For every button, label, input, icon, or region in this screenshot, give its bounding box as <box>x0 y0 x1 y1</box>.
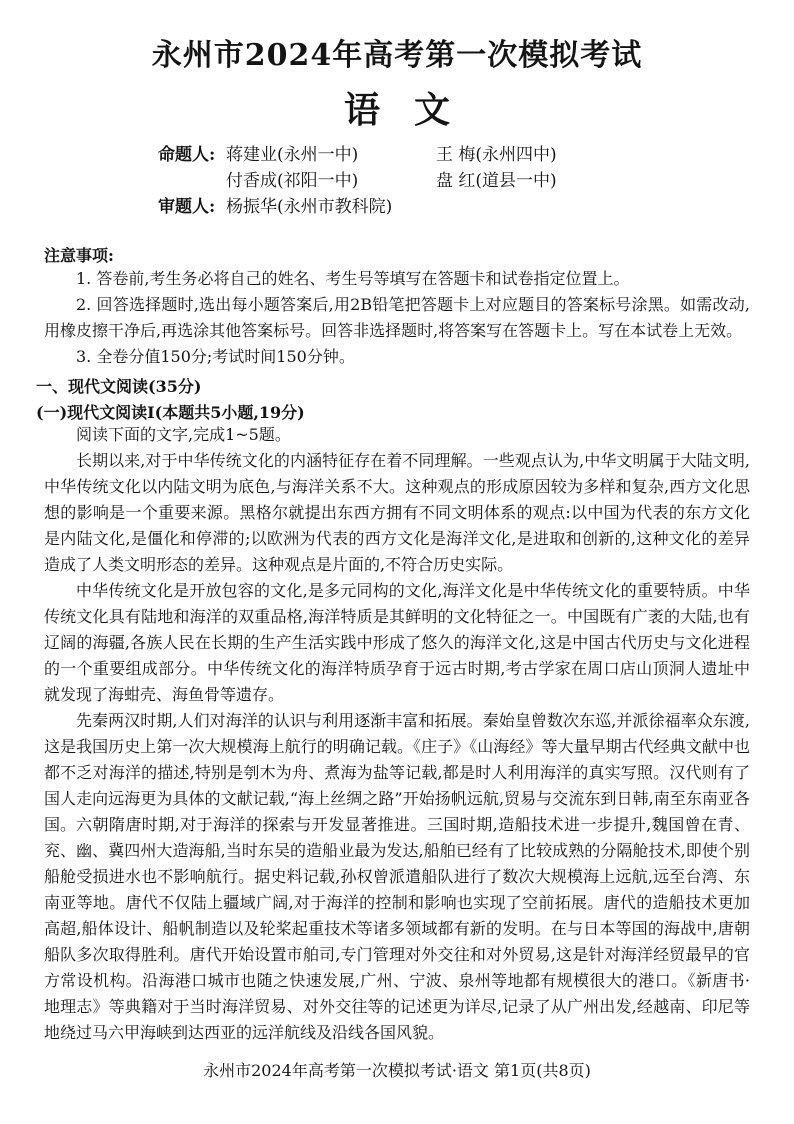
setter-label: 命题人: <box>158 145 216 165</box>
note-item: 1. 答卷前,考生务必将自己的姓名、考生号等填写在答题卡和试卷指定位置上。 <box>76 269 630 288</box>
subsection-heading: (一)现代文阅读Ⅰ(本题共5小题,19分) <box>36 403 305 422</box>
reviewer-label: 审题人: <box>158 197 216 217</box>
author-row <box>158 166 646 190</box>
note-item: 2. 回答选择题时,选出每小题答案后,用2B铅笔把答题卡上对应题目的答案标号涂黑。如需改动,用橡皮擦干净后,再选涂其他答案标号。回答非选择题时,将答案写在答题卡上。写在本试卷上无效。 <box>44 295 750 340</box>
passage-paragraph: 先秦两汉时期,人们对海洋的认识与利用逐渐丰富和拓展。秦始皇曾数次东巡,并派徐福率众东渡,这是我国历史上第一次大规模海上航行的明确记载。《庄子》《山海经》等大量早期古代经典文献中也都不乏对海洋的描述,特别是刳木为舟、煮海为盐等记载,都是时人利用海洋的真实写照。汉代则有了国人走向远海更为具体的文献记载,“海上丝绸之路”开始扬帆远航,贸易与交流东到日韩,南至东南亚各国。 <box>44 711 750 834</box>
section-heading: 一、现代文阅读(35分) <box>36 377 202 396</box>
page-footer: 永州市2024年高考第一次模拟考试·语文 第1页(共8页) <box>203 1061 591 1080</box>
reviewer-name: 杨振华(永州市教科院) <box>226 197 393 217</box>
note-item: 3. 全卷分值150分;考试时间150分钟。 <box>76 347 355 366</box>
author-row <box>158 192 392 216</box>
author-row <box>158 140 646 164</box>
setter-name: 盘 红(道县一中) <box>436 171 557 191</box>
passage-paragraph: 六朝隋唐时期,对于海洋的探索与开发显著推进。三国时期,造船技术进一步提升,魏国曾在青、兖、幽、冀四州大造海船,当时东吴的造船业最为发达,船舶已经有了比较成熟的分隔舱技术,即使个别船舱受损进水也不影响航行。据史料记载,孙权曾派遣船队进行了数次大规模海上远航,远至台湾、东南亚等地。唐代不仅陆上疆域广阔,对于海洋的控制和影响也实现了空前拓展。唐代的造船技术更加高超,船体设计、船帆制造以及轮桨起重技术等诸多领域都有新的发明。在与日本等国的海战中,唐朝船队多次取得胜利。唐代开始设置市舶司,专门管理对外交往和对外贸易,这是针对海洋经贸最早的官方常设机构。沿海港口城市也随之快速发展,广州、宁波、泉州等地都有规模很大的港口。《新唐书·地理志》等典籍对于当时海洋贸易、对外交往等的记述更为详尽,记录了从广州出发,经越南、印尼等地绕过马六甲海峡到达西亚的远洋航线及沿线各国风貌。 <box>44 815 750 1042</box>
notes-heading: 注意事项: <box>44 246 114 265</box>
subject-title: 语文 <box>343 89 484 131</box>
passage-paragraph: 中华传统文化是开放包容的文化,是多元同构的文化,海洋文化是中华传统文化的重要特质。中华传统文化具有陆地和海洋的双重品格,海洋特质是其鲜明的文化特征之一。中国既有广袤的大陆,也有辽阔的海疆,各族人民在长期的生产生活实践中形成了悠久的海洋文化,这是中国古代历史与文化进程的一个重要组成部分。中华传统文化的海洋特质孕育于远古时期,考古学家在周口店山顶洞人遗址中就发现了海蚶壳、海鱼骨等遗存。 <box>44 581 750 704</box>
instruction-text: 阅读下面的文字,完成1~5题。 <box>76 425 291 444</box>
exam-title: 永州市2024年高考第一次模拟考试 <box>151 38 643 73</box>
setter-name: 王 梅(永州四中) <box>436 145 557 165</box>
setter-name: 蒋建业(永州一中) <box>226 145 359 165</box>
passage-paragraph: 长期以来,对于中华传统文化的内涵特征存在着不同理解。一些观点认为,中华文明属于大陆文明,中华传统文化以内陆文明为底色,与海洋关系不大。这种观点的形成原因较为多样和复杂,西方文化思想的影响是一个重要来源。黑格尔就提出东西方拥有不同文明体系的观点:以中国为代表的东方文化是内陆文化,是僵化和停滞的;以欧洲为代表的西方文化是海洋文化,是进取和创新的,这种文化的差异造成了人类文明形态的差异。这种观点是片面的,不符合历史实际。 <box>44 451 750 574</box>
setter-name: 付香成(祁阳一中) <box>226 171 359 191</box>
